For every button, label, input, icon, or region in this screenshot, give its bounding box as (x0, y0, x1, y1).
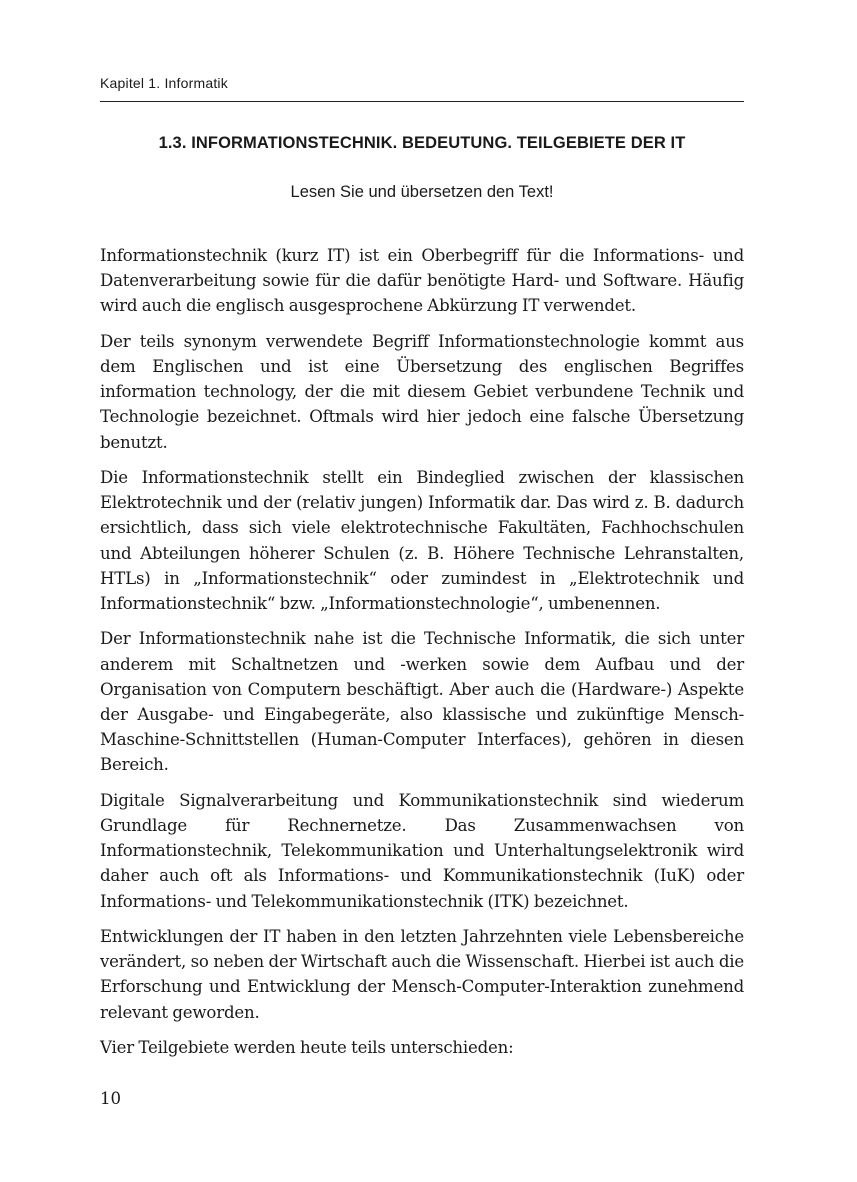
running-head (100, 72, 744, 102)
paragraph-7: Vier Teilgebiete werden heute teils unterschieden: (100, 1038, 514, 1058)
instruction-text: Lesen Sie und übersetzen den Text! (290, 183, 554, 201)
body-text (100, 243, 744, 1070)
section-title: 1.3. INFORMATIONSTECHNIK. BEDEUTUNG. TEILGEBIETE DER IT (158, 134, 686, 152)
running-head-text: Kapitel 1. Informatik (100, 75, 228, 91)
page-number: 10 (100, 1089, 122, 1108)
paragraph-1: Informationstechnik (kurz IT) ist ein Oberbegriff für die Informations- und Datenverarbeitung sowie für die dafür benötigte Hard- und Software. Häufig wird auch die englisch ausgesprochene Abkürzung IT verwendet. (100, 246, 744, 316)
paragraph-4: Der Informationstechnik nahe ist die Technische Informatik, die sich unter anderem mit Schaltnetzen und -werken sowie dem Aufbau und der Organisation von Computern beschäftigt. Aber auch die (Hardware-) Aspekte der Ausgabe- und Eingabegeräte, also klassische und zukünftige Mensch-Maschine-Schnittstellen (Human-Computer Interfaces), gehören in diesen Bereich. (100, 629, 744, 775)
paragraph-6: Entwicklungen der IT haben in den letzten Jahrzehnten viele Lebensbereiche verändert, so neben der Wirtschaft auch die Wissenschaft. Hierbei ist auch die Erforschung und Entwicklung der Mensch-Computer-Interaktion zunehmend relevant geworden. (100, 927, 744, 1022)
paragraph-2: Der teils synonym verwendete Begriff Informationstechnologie kommt aus dem Englischen und ist eine Übersetzung des englischen Begriffes information technology, der die mit diesem Gebiet verbundene Technik und Technologie bezeichnet. Oftmals wird hier jedoch eine falsche Übersetzung benutzt. (100, 331, 744, 452)
paragraph-3: Die Informationstechnik stellt ein Bindeglied zwischen der klassischen Elektrotechnik und der (relativ jungen) Informatik dar. Das wird z. B. dadurch ersichtlich, dass sich viele elektrotechnische Fakultäten, Fachhochschulen und Abteilungen höherer Schulen (z. B. Höhere Technische Lehranstalten, HTLs) in „Informationstechnik“ oder zumindest in „Elektrotechnik und Informationstechnik“ bzw. „Informationstechnologie“, umbenennen. (100, 468, 744, 614)
paragraph-5: Digitale Signalverarbeitung und Kommunikationstechnik sind wiederum Grundlage für Rechnernetze. Das Zusammenwachsen von Informationstechnik, Telekommunikation und Unterhaltungselektronik wird daher auch oft als Informations- und Kommunikationstechnik (IuK) oder Informations- und Telekommunikationstechnik (ITK) bezeichnet. (100, 790, 744, 911)
